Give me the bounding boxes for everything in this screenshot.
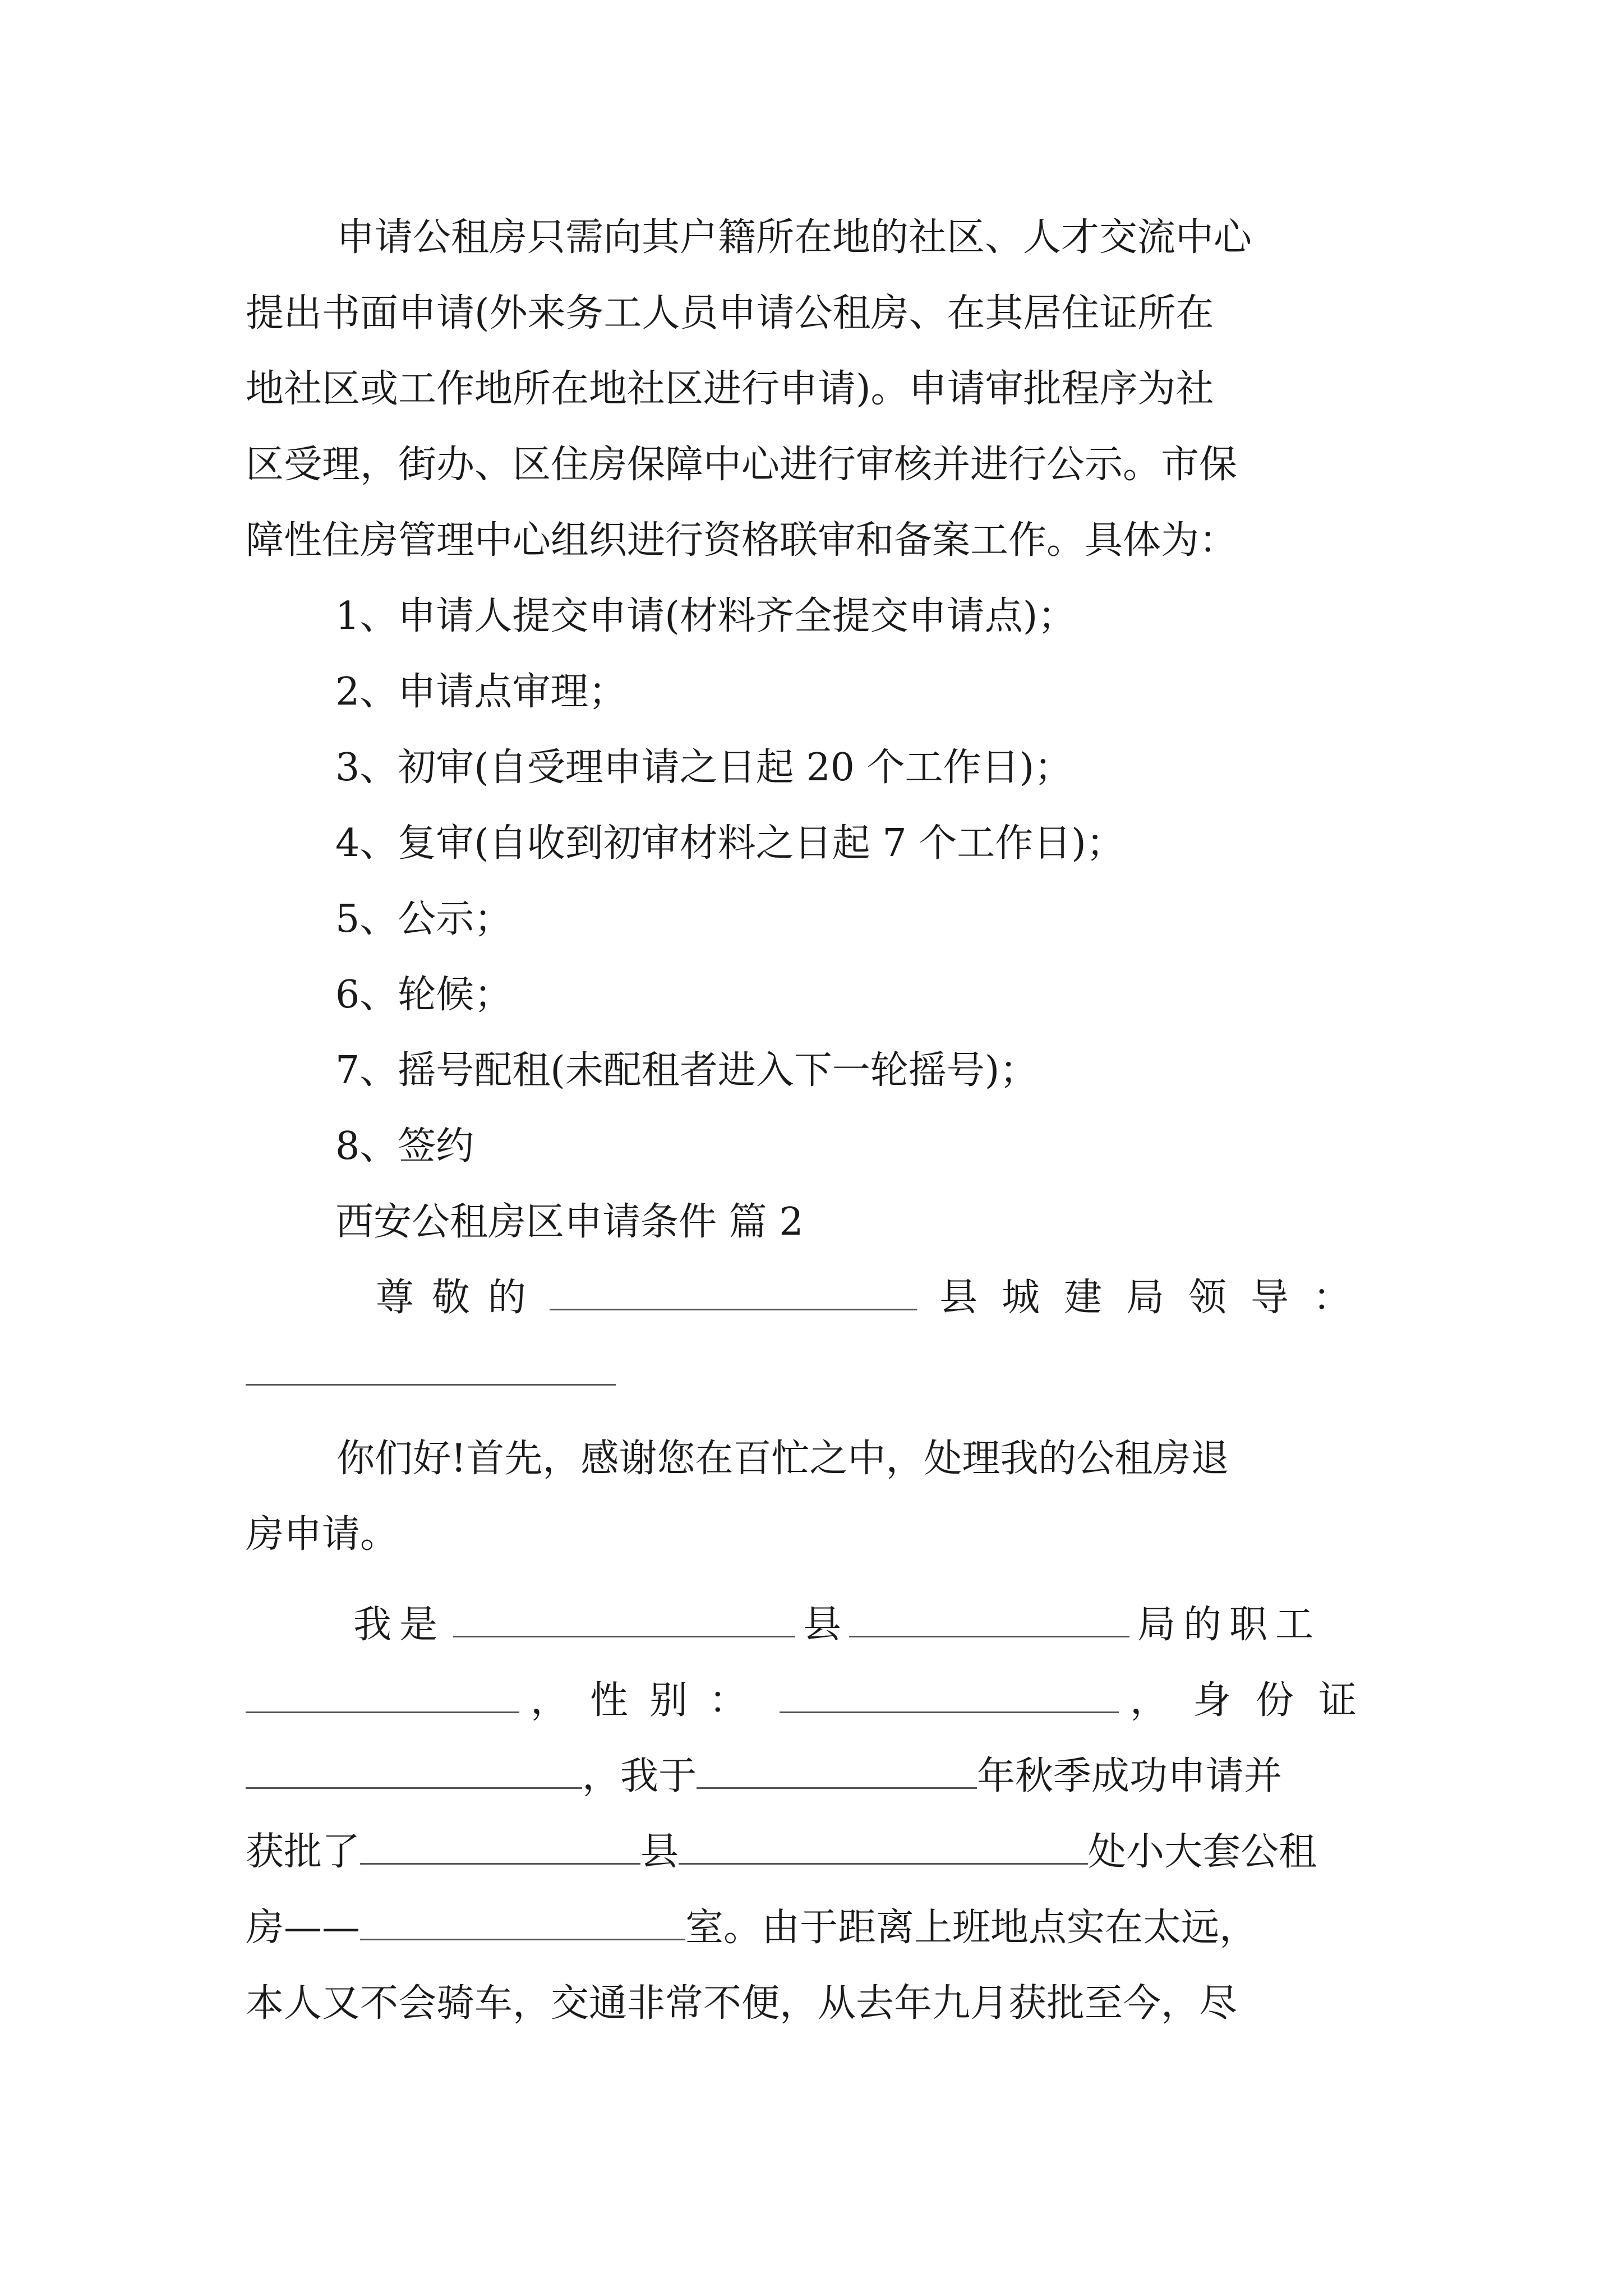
intro-line-5	[246, 513, 1381, 569]
text: 房——	[246, 1906, 361, 1950]
step-1: 1、申请人提交申请(材料齐全提交申请点)；	[335, 594, 1076, 638]
text: ，身份证	[1129, 1678, 1381, 1723]
step-7: 7、摇号配租(未配租者进入下一轮摇号)；	[335, 1048, 1038, 1093]
step-5: 5、公示；	[335, 897, 513, 941]
recipient-blank	[550, 1271, 917, 1310]
form-line-1	[353, 1597, 1380, 1653]
greeting-line-1: 你们好!首先，感谢您在百忙之中，处理我的公租房退	[336, 1437, 1229, 1481]
location-blank	[679, 1825, 1088, 1865]
step-2: 2、申请点审理；	[335, 670, 627, 714]
form-line-4	[246, 1824, 1381, 1880]
text: 室。由于距离上班地点实在太远，	[685, 1906, 1258, 1950]
approved-county-blank	[360, 1825, 640, 1865]
text: 县	[640, 1830, 679, 1874]
salutation-prefix: 尊敬的	[376, 1276, 545, 1320]
greeting-line-2: 房申请。	[246, 1512, 399, 1557]
form-line-3	[246, 1749, 1381, 1805]
salutation-continuation-blank	[246, 1346, 616, 1386]
text: ，性别：	[530, 1678, 768, 1723]
text: 年秋季成功申请并	[977, 1754, 1283, 1798]
step-4: 4、复审(自收到初审材料之日起 7 个工作日)；	[335, 821, 1124, 866]
text: 县	[803, 1603, 842, 1647]
step-3: 3、初审(自受理申请之日起 20 个工作日)；	[335, 746, 1073, 790]
form-line-6: 本人又不会骑车，交通非常不便，从去年九月获批至今，尽	[246, 1981, 1238, 2026]
id-number-blank	[246, 1749, 582, 1789]
text: 申请公租房只需向其户籍所在地的社区、人才交流中心	[336, 215, 1252, 260]
text: 局的职工	[1137, 1603, 1322, 1647]
intro-line-4	[246, 437, 1381, 493]
name-blank	[246, 1673, 519, 1713]
text: 我是	[353, 1603, 446, 1647]
intro-line-1	[336, 210, 1380, 266]
text: 区受理，街办、区住房保障中心进行审核并进行公示。市保	[246, 443, 1238, 487]
form-line-5	[246, 1900, 1381, 1956]
text: 获批了	[246, 1830, 361, 1874]
employer-county-blank	[453, 1598, 795, 1637]
form-line-2	[246, 1673, 1381, 1729]
salutation-suffix: 县城建局领导：	[939, 1276, 1376, 1320]
intro-line-2	[246, 286, 1381, 342]
year-blank	[697, 1749, 977, 1789]
salutation-blank-line	[246, 1345, 1623, 1401]
gender-blank	[780, 1673, 1119, 1713]
intro-line-3	[246, 361, 1381, 417]
text: 提出书面申请(外来务工人员申请公租房、在其居住证所在	[246, 291, 1214, 335]
text: 处小大套公租	[1088, 1830, 1317, 1874]
salutation	[376, 1270, 1380, 1326]
text: 障性住房管理中心组织进行资格联审和备案工作。具体为：	[246, 518, 1238, 563]
bureau-blank	[849, 1598, 1129, 1637]
section-title: 西安公租房区申请条件 篇 2	[335, 1200, 804, 1244]
step-6: 6、轮候；	[335, 973, 513, 1017]
room-number-blank	[360, 1901, 685, 1940]
text: 地社区或工作地所在地社区进行申请)。申请审批程序为社	[246, 367, 1214, 411]
step-8: 8、签约	[335, 1124, 474, 1168]
text: ，我于	[582, 1754, 697, 1798]
